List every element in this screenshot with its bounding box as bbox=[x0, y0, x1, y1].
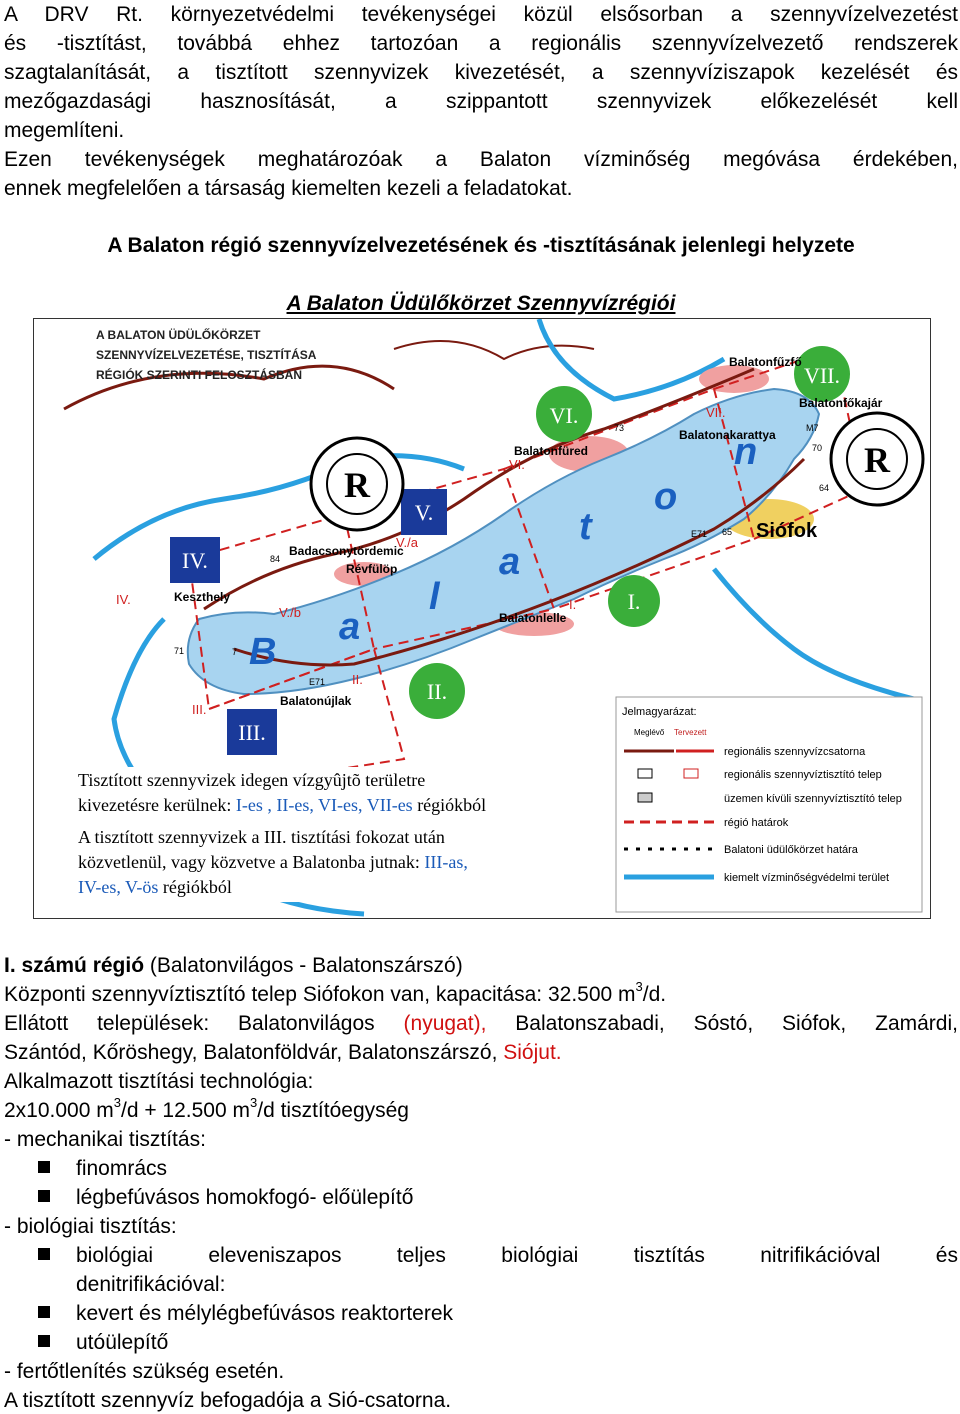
svg-text:64: 64 bbox=[819, 483, 830, 493]
bullet-square-icon bbox=[38, 1161, 50, 1173]
land-contour bbox=[394, 341, 594, 359]
region-badge-iii bbox=[227, 709, 277, 755]
legend-col-planned: Tervezett bbox=[674, 728, 707, 737]
map-notes bbox=[74, 767, 564, 902]
svg-text:V.: V. bbox=[414, 500, 434, 525]
region-badge-iv bbox=[170, 537, 220, 583]
bio-label: - biológiai tisztítás: bbox=[4, 1215, 177, 1238]
svg-text:I.: I. bbox=[627, 589, 641, 614]
note2-line2: közvetlenül, vagy közvetve a Balatonba jutnak: III-as, bbox=[78, 852, 468, 872]
legend-item: Balatoni üdülőkörzet határa bbox=[724, 844, 858, 856]
iso-seal-right bbox=[831, 413, 923, 505]
svg-text:65: 65 bbox=[722, 527, 733, 537]
capacity-text: Központi szennyvíztisztító telep Siófokon van, kapacitása: 32.500 m bbox=[4, 983, 636, 1006]
legend-item: régió határok bbox=[724, 817, 789, 829]
list-item: utóülepítő bbox=[76, 1331, 169, 1354]
town-label: Balatonakarattya bbox=[679, 428, 776, 442]
intro-line-7: ennek megfelelően a társaság kiemelten kezeli a feladatokat. bbox=[4, 177, 573, 200]
region1-served-1 bbox=[4, 1009, 958, 1038]
town-label: Balatonfőkajár bbox=[799, 396, 883, 410]
disinfect-line: - fertőtlenítés szükség esetén. bbox=[4, 1360, 285, 1383]
note1-line1: Tisztított szennyvizek idegen vízgyûjtõ területre bbox=[78, 770, 426, 790]
svg-text:V./b: V./b bbox=[279, 605, 301, 620]
town-label: Badacsonytördemic bbox=[289, 544, 404, 558]
list-item: finomrács bbox=[76, 1157, 168, 1180]
lake-letter: t bbox=[579, 506, 592, 548]
region-badge-vii bbox=[794, 346, 850, 402]
town-label: Balatonfűzfő bbox=[729, 355, 802, 369]
list-item: légbefúvásos homokfogó- előülepítő bbox=[76, 1186, 414, 1209]
legend-item: kiemelt vízminőségvédelmi terület bbox=[724, 872, 890, 884]
lake-letter: B bbox=[249, 631, 277, 673]
svg-text:VI.: VI. bbox=[549, 403, 579, 428]
served-red: (nyugat), bbox=[374, 1012, 487, 1035]
bullet-square-icon bbox=[38, 1248, 50, 1260]
region1-tech-label: Alkalmazott tisztítási technológia: bbox=[4, 1070, 314, 1093]
capacity-sup: 3 bbox=[635, 979, 643, 994]
section-heading: A Balaton régió szennyvízelvezetésének és -tisztításának jelenlegi helyzete bbox=[107, 234, 855, 257]
served-text: Ellátott települések: Balatonvilágos bbox=[4, 1012, 375, 1035]
town-label: Siófok bbox=[756, 520, 818, 542]
list-item: kevert és mélylégbefúvásos reaktorterek bbox=[76, 1302, 454, 1325]
region1-units bbox=[4, 1096, 958, 1125]
svg-text:R: R bbox=[864, 440, 890, 480]
river-line bbox=[714, 569, 914, 699]
units-sup: 3 bbox=[250, 1095, 258, 1110]
svg-text:VII.: VII. bbox=[706, 405, 726, 420]
region-badge-ii bbox=[409, 663, 465, 719]
region-map bbox=[33, 318, 931, 919]
map-title bbox=[96, 327, 317, 382]
bullet-square-icon bbox=[38, 1335, 50, 1347]
svg-text:71: 71 bbox=[174, 646, 185, 656]
list-item-cont: denitrifikációval: bbox=[76, 1273, 226, 1296]
bullet-square-icon bbox=[38, 1306, 50, 1318]
town-label: Balatonlelle bbox=[499, 611, 567, 625]
served-red: Siójut. bbox=[497, 1041, 562, 1064]
legend-item: üzemen kívüli szennyvíztisztító telep bbox=[724, 793, 902, 805]
svg-text:E71: E71 bbox=[309, 677, 326, 687]
capacity-unit: /d. bbox=[642, 983, 667, 1006]
town-label: Révfülöp bbox=[346, 562, 398, 576]
legend-item: regionális szennyvíztisztító telep bbox=[724, 769, 882, 781]
town-label: Keszthely bbox=[174, 590, 231, 604]
svg-text:84: 84 bbox=[270, 554, 281, 564]
region1-title-bold: I. számú régió bbox=[4, 954, 145, 977]
town-label: Balatonfüred bbox=[514, 444, 589, 458]
map-title-line: RÉGIÓK SZERINTI FELOSZTÁSBAN bbox=[96, 368, 303, 382]
svg-text:M7: M7 bbox=[806, 423, 819, 433]
units-sup: 3 bbox=[113, 1095, 121, 1110]
svg-text:IV.: IV. bbox=[116, 592, 131, 607]
legend-item: regionális szennyvízcsatorna bbox=[724, 746, 866, 758]
lake-letter: a bbox=[499, 541, 521, 583]
map-title-line: A BALATON ÜDÜLŐKÖRZET bbox=[96, 328, 261, 342]
map-legend bbox=[616, 697, 922, 912]
legend-col-existing: Meglévő bbox=[634, 728, 665, 737]
svg-text:II.: II. bbox=[352, 672, 363, 687]
region-badge-vi bbox=[536, 386, 592, 442]
svg-text:VI.: VI. bbox=[509, 457, 525, 472]
region1-served-2 bbox=[4, 1038, 958, 1067]
note2-line1: A tisztított szennyvizek a III. tisztítási fokozat után bbox=[78, 827, 445, 847]
svg-text:E71: E71 bbox=[691, 529, 708, 539]
town-label: Balatonújlak bbox=[280, 694, 352, 708]
bullet-square-icon bbox=[38, 1190, 50, 1202]
iso-seal-left bbox=[311, 438, 403, 530]
svg-text:II.: II. bbox=[426, 679, 448, 704]
list-item: biológiai eleveniszapos teljes biológiai tisztítás nitrifikációval és bbox=[76, 1244, 958, 1267]
svg-text:7: 7 bbox=[232, 647, 238, 657]
lake-letter: o bbox=[654, 476, 678, 518]
svg-text:I.: I. bbox=[569, 597, 577, 612]
svg-text:R: R bbox=[344, 465, 370, 505]
intro-line-2: és -tisztítást, továbbá ehhez tartozóan a regionális szennyvízelvezető rendszerek bbox=[4, 32, 958, 55]
mech-label: - mechanikai tisztítás: bbox=[4, 1128, 206, 1151]
svg-text:73: 73 bbox=[614, 423, 625, 433]
map-title-line: SZENNYVÍZELVEZETÉSE, TISZTÍTÁSA bbox=[96, 348, 317, 362]
region1-capacity bbox=[4, 980, 958, 1009]
legend-title: Jelmagyarázat: bbox=[622, 706, 697, 718]
region1-title bbox=[4, 951, 958, 980]
served-text: Szántód, Kőröshegy, Balatonföldvár, Balatonszárszó, bbox=[4, 1041, 498, 1064]
units-text: 2x10.000 m bbox=[4, 1099, 114, 1122]
lake-letter: n bbox=[734, 431, 758, 473]
region1-title-rest: (Balatonvilágos - Balatonszárszó) bbox=[144, 954, 463, 977]
note2-line3: IV-es, V-ös régiókból bbox=[78, 877, 232, 897]
svg-text:III.: III. bbox=[238, 720, 266, 745]
units-text: /d + 12.500 m bbox=[120, 1099, 250, 1122]
intro-line-4: mezőgazdasági hasznosítását, a szippantott szennyvizek előkezelését kell bbox=[4, 90, 958, 113]
receiver-line: A tisztított szennyvíz befogadója a Sió-csatorna. bbox=[4, 1389, 452, 1412]
intro-line-6: Ezen tevékenységek meghatározóak a Balaton vízminőség megóvása érdekében, bbox=[4, 148, 958, 171]
svg-text:V./a: V./a bbox=[396, 535, 418, 550]
intro-line-1: A DRV Rt. környezetvédelmi tevékenységei közül elsősorban a szennyvízelvezetést bbox=[4, 3, 958, 26]
svg-text:IV.: IV. bbox=[182, 548, 208, 573]
served-text: Balatonszabadi, Sóstó, Siófok, Zamárdi, bbox=[486, 1012, 958, 1035]
lake-letter: a bbox=[339, 606, 361, 648]
units-text: /d tisztítóegység bbox=[257, 1099, 409, 1122]
region-badge-v bbox=[401, 489, 447, 535]
intro-line-5: megemlíteni. bbox=[4, 119, 125, 142]
svg-text:VII.: VII. bbox=[803, 363, 841, 388]
svg-text:70: 70 bbox=[812, 443, 823, 453]
intro-line-3: szagtalanítását, a tisztított szennyvizek kivezetését, a szennyvíziszapok kezelését és bbox=[4, 61, 958, 84]
map-caption: A Balaton Üdülőkörzet Szennyvízrégiói bbox=[286, 292, 676, 315]
note1-line2: kivezetésre kerülnek: I-es , II-es, VI-es, VII-es régiókból bbox=[78, 795, 487, 815]
svg-text:III.: III. bbox=[192, 702, 207, 717]
lake-letter: l bbox=[429, 576, 440, 618]
region-badge-i bbox=[608, 575, 660, 627]
